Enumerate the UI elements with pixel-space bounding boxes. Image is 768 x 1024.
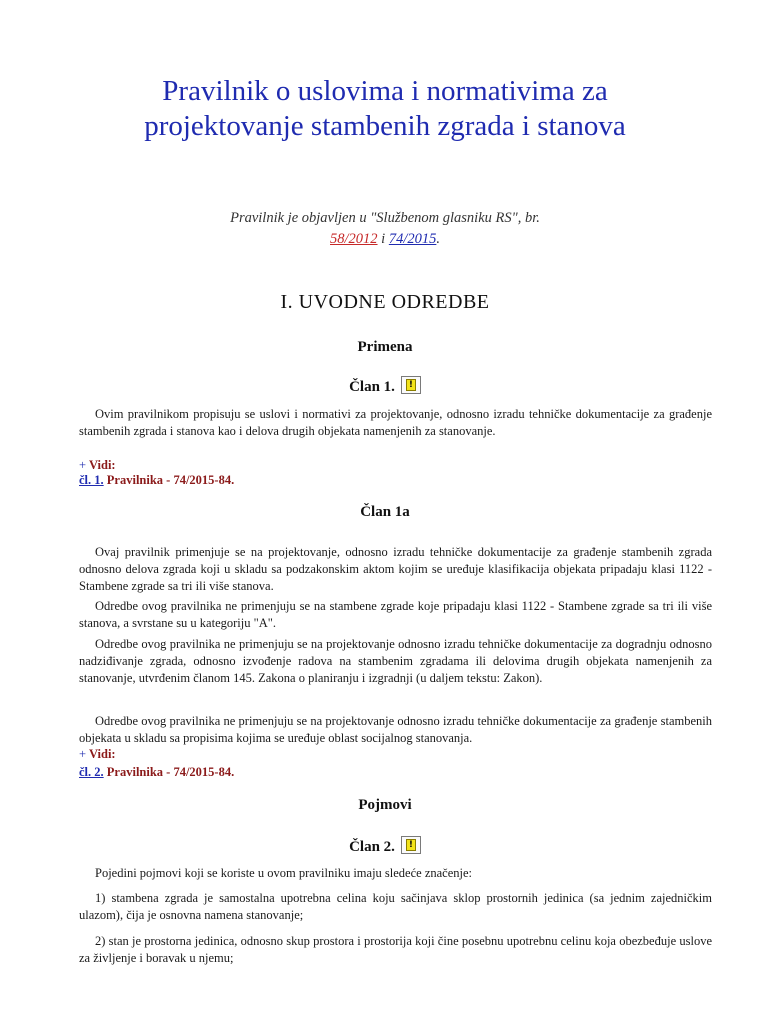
heading-pojmovi: Pojmovi	[358, 797, 412, 813]
article-1a-see-also	[79, 746, 116, 763]
title-line-2: projektovanje stambenih zgrada i stanova	[144, 110, 626, 142]
article-2-item-2-text: 2) stan je prostorna jedinica, odnosno skup prostora i prostorija koji čine posebnu upotrebnu celinu koja obezbeđuje uslove za življenje i boravak u njemu;	[79, 934, 712, 965]
article-1-reference	[79, 472, 234, 489]
article-1a-paragraph-1	[79, 544, 712, 595]
article-2-ref-link[interactable]: čl. 2.	[79, 765, 104, 779]
article-1-ref-text: Pravilnika - 74/2015-84.	[103, 473, 235, 487]
expand-plus-icon[interactable]: +	[79, 747, 87, 761]
article-2-label: Član 2.	[349, 839, 395, 855]
article-1a-text-3: Odredbe ovog pravilnika ne primenjuju se na projektovanje odnosno izradu tehničke dokumentacije za dogradnju odnosno nadziđivanje zgrada, odnosno izvođenje radova na stambenim zgradama ili delovima drugih objekata namenjenih za stanovanje, utvrđenim članom 145. Zakona o planiranju i izgradnji (u daljem tekstu: Zakon).	[79, 637, 712, 685]
see-also-label[interactable]: Vidi:	[88, 747, 116, 761]
article-1-text: Ovim pravilnikom propisuju se uslovi i normativi za projektovanje, odnosno izradu tehničke dokumentacije za građenje stambenih zgrada i stanova kao i delova drugih objekata namenjenih za stanovanje.	[79, 407, 712, 438]
publication-end: .	[436, 231, 440, 247]
article-2-intro-text: Pojedini pojmovi koji se koriste u ovom pravilniku imaju sledeće značenje:	[95, 866, 473, 880]
page-title	[60, 74, 710, 144]
article-1-ref-link[interactable]: čl. 1.	[79, 473, 104, 487]
publication-prefix: Pravilnik je objavljen u "Službenom glasniku RS", br.	[230, 210, 540, 226]
note-icon-symbol: !	[406, 839, 416, 851]
article-2-intro	[79, 865, 712, 882]
article-1a-paragraph-4	[79, 713, 712, 747]
article-1a-paragraph-3	[79, 636, 712, 687]
gazette-link-58-2012[interactable]: 58/2012	[330, 231, 378, 247]
article-2-item-1-text: 1) stambena zgrada je samostalna upotrebna celina koju sačinjava sklop prostornih jedinica (sa jednim zajedničkim ulazom), čija je osnovna namena stanovanje;	[79, 891, 712, 922]
article-1a-text-1: Ovaj pravilnik primenjuje se na projektovanje, odnosno izradu tehničke dokumentacije za građenje stambenih zgrada odnosno delova zgrada koji u skladu sa podzakonskim aktom kojim se uređuje klasifikacija objekata pripadaju klasi 1122 - Stambene zgrade sa tri ili više stanova.	[79, 545, 712, 593]
note-icon-symbol: !	[406, 379, 416, 391]
gazette-link-74-2015[interactable]: 74/2015	[388, 231, 437, 247]
article-2-title	[60, 836, 710, 856]
article-1a-reference	[79, 764, 234, 781]
article-1-paragraph	[79, 406, 712, 440]
article-1a-ref-text: Pravilnika - 74/2015-84.	[103, 765, 235, 779]
note-icon[interactable]	[401, 376, 421, 394]
article-1-title	[60, 376, 710, 396]
article-1-label: Član 1.	[349, 379, 395, 395]
see-also-label[interactable]: Vidi:	[88, 458, 116, 472]
publication-note	[60, 208, 710, 250]
note-icon[interactable]	[401, 836, 421, 854]
title-line-1: Pravilnik o uslovima i normativima za	[162, 75, 608, 107]
expand-plus-icon[interactable]: +	[79, 458, 87, 472]
article-1a-text-2: Odredbe ovog pravilnika ne primenjuju se na stambene zgrade koje pripadaju klasi 1122 - Stambene zgrade sa tri ili više stanova, a svrstane su u kategoriju "A".	[79, 599, 712, 630]
publication-conjunction: i	[377, 231, 389, 247]
heading-primena: Primena	[357, 339, 413, 355]
article-2-item-1	[79, 890, 712, 924]
article-1a-title: Član 1a	[360, 504, 410, 520]
article-2-item-2	[79, 933, 712, 967]
article-1a-text-4: Odredbe ovog pravilnika ne primenjuju se na projektovanje odnosno izradu tehničke dokumentacije za građenje stambenih objekata u skladu sa propisima kojima se uređuje oblast socijalnog stanovanja.	[79, 714, 712, 745]
article-1a-paragraph-2	[79, 598, 712, 632]
section-title: I. UVODNE ODREDBE	[280, 291, 490, 313]
